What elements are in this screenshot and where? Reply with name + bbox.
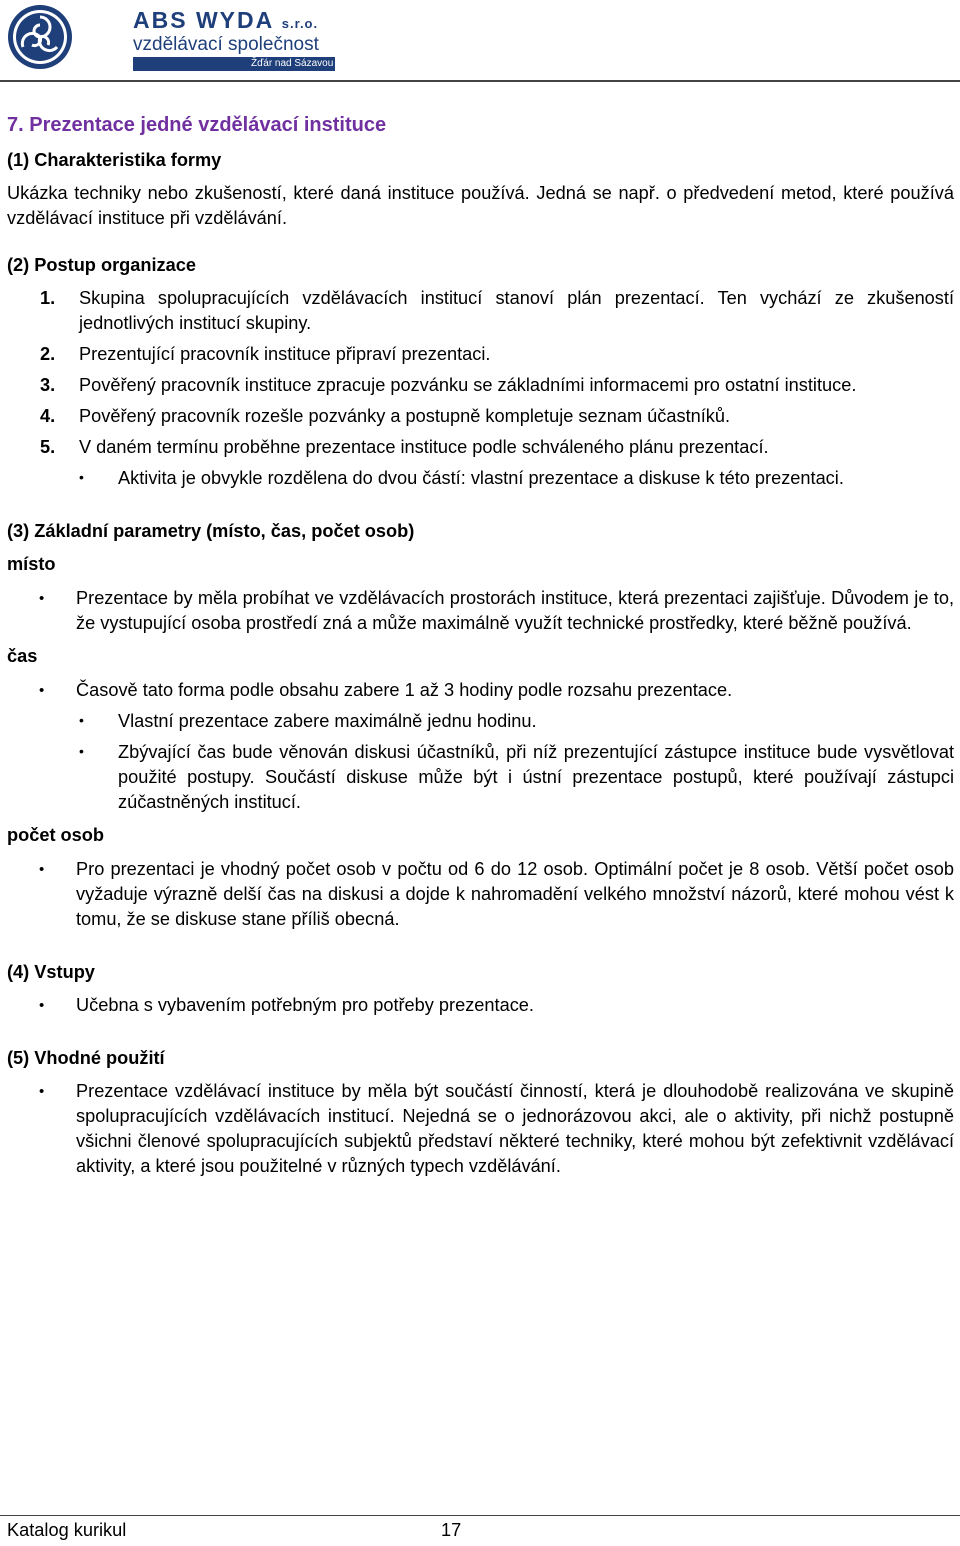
place-text: Prezentace by měla probíhat ve vzdělávacích prostorách instituce, která prezentaci zajišťuje. Důvodem je to, že vystupující osoba prostředí zná a může maximálně využít technické prostředky, které běžně používá. xyxy=(76,588,954,633)
small-bullet-icon: • xyxy=(79,469,84,485)
step-item xyxy=(7,373,954,398)
time-label: čas xyxy=(7,646,38,666)
s1-text: Ukázka techniky nebo zkušeností, které daná instituce používá. Jedná se např. o předvedení metod, které používá vzdělávací instituce při vzdělávání. xyxy=(7,183,954,228)
count-text: Pro prezentaci je vhodný počet osob v počtu od 6 do 12 osob. Optimální počet je 8 osob. Větší počet osob vyžaduje výrazně delší čas na diskusi a dojde k nahromadění velkého množství názorů, které mohou vést k tomu, že se diskuse stane příliš obecná. xyxy=(76,859,954,929)
bullet-item xyxy=(7,993,954,1018)
s1-heading: (1) Charakteristika formy xyxy=(7,150,222,170)
spiral-logo-icon xyxy=(5,3,75,71)
page-footer xyxy=(7,1520,462,1541)
bullet-icon: • xyxy=(39,682,45,699)
company-logo xyxy=(5,3,335,71)
step-number: 3. xyxy=(40,375,56,395)
bullet-icon: • xyxy=(39,1083,45,1100)
bullet-icon: • xyxy=(39,590,45,607)
company-suffix: s.r.o. xyxy=(281,16,319,31)
step-number: 1. xyxy=(40,288,56,308)
footer-label: Katalog kurikul xyxy=(7,1520,127,1540)
s2-heading: (2) Postup organizace xyxy=(7,255,196,275)
bullet-icon: • xyxy=(39,997,45,1014)
bullet-item xyxy=(7,586,954,636)
step-item xyxy=(7,404,954,429)
s5-heading: (5) Vhodné použití xyxy=(7,1048,165,1068)
step-text: Prezentující pracovník instituce připraví prezentaci. xyxy=(79,344,491,364)
page-number: 17 xyxy=(441,1520,462,1540)
bullet-item xyxy=(7,857,954,932)
company-name: ABS WYDA xyxy=(133,7,274,33)
bullet-item xyxy=(7,678,954,703)
s5-text: Prezentace vzdělávací instituce by měla být součástí činností, která je dlouhodobě realizována ve skupině spolupracujících vzdělávacích institucí. Nejedná se o jednorázovou akci, ale o aktivity, při nichž postupně všichni členové spolupracujících subjektů představí některé techniky, které mohou být zefektivnit vzdělávací aktivity, a které jsou použitelné v různých typech vzdělávání. xyxy=(76,1081,954,1176)
sub-bullet-item xyxy=(7,466,954,491)
header-divider xyxy=(0,80,960,82)
step-number: 4. xyxy=(40,406,56,426)
time-text: Časově tato forma podle obsahu zabere 1 až 3 hodiny podle rozsahu prezentace. xyxy=(76,680,733,700)
step-item xyxy=(7,435,954,460)
sub-bullet-item xyxy=(7,740,954,815)
s4-heading: (4) Vstupy xyxy=(7,962,95,982)
time-sub-text: Vlastní prezentace zabere maximálně jednu hodinu. xyxy=(118,711,537,731)
bullet-icon: • xyxy=(39,861,45,878)
small-bullet-icon: • xyxy=(79,743,84,759)
step-text: Pověřený pracovník rozešle pozvánky a postupně kompletuje seznam účastníků. xyxy=(79,406,731,426)
small-bullet-icon: • xyxy=(79,712,84,728)
section-title: 7. Prezentace jedné vzdělávací instituce xyxy=(7,114,387,136)
s4-text: Učebna s vybavením potřebným pro potřeby prezentace. xyxy=(76,995,534,1015)
step-text: Pověřený pracovník instituce zpracuje pozvánku se základními informacemi pro ostatní instituce. xyxy=(79,375,857,395)
step-text: Skupina spolupracujících vzdělávacích institucí stanoví plán prezentací. Ten vychází ze zkušeností jednotlivých institucí skupiny. xyxy=(79,288,954,333)
document-body xyxy=(7,112,954,1185)
place-label: místo xyxy=(7,554,56,574)
time-sub-text: Zbývající čas bude věnován diskusi účastníků, při níž prezentující zástupce instituce bude vysvětlovat použité postupy. Součástí diskuse může být i ústní prezentace postupů, které používají zástupci zúčastněných institucí. xyxy=(118,742,954,812)
step-number: 5. xyxy=(40,437,56,457)
step-item xyxy=(7,342,954,367)
company-city: Žďár nad Sázavou xyxy=(251,58,334,69)
sub-bullet-text: Aktivita je obvykle rozdělena do dvou částí: vlastní prezentace a diskuse k této prezentaci. xyxy=(118,468,844,488)
s3-heading: (3) Základní parametry (místo, čas, počet osob) xyxy=(7,521,415,541)
sub-bullet-item xyxy=(7,709,954,734)
footer-divider xyxy=(0,1515,960,1516)
count-label: počet osob xyxy=(7,825,105,845)
step-number: 2. xyxy=(40,344,56,364)
bullet-item xyxy=(7,1079,954,1179)
step-item xyxy=(7,286,954,336)
step-text: V daném termínu proběhne prezentace instituce podle schváleného plánu prezentací. xyxy=(79,437,769,457)
company-tagline: vzdělávací společnost xyxy=(133,34,319,55)
